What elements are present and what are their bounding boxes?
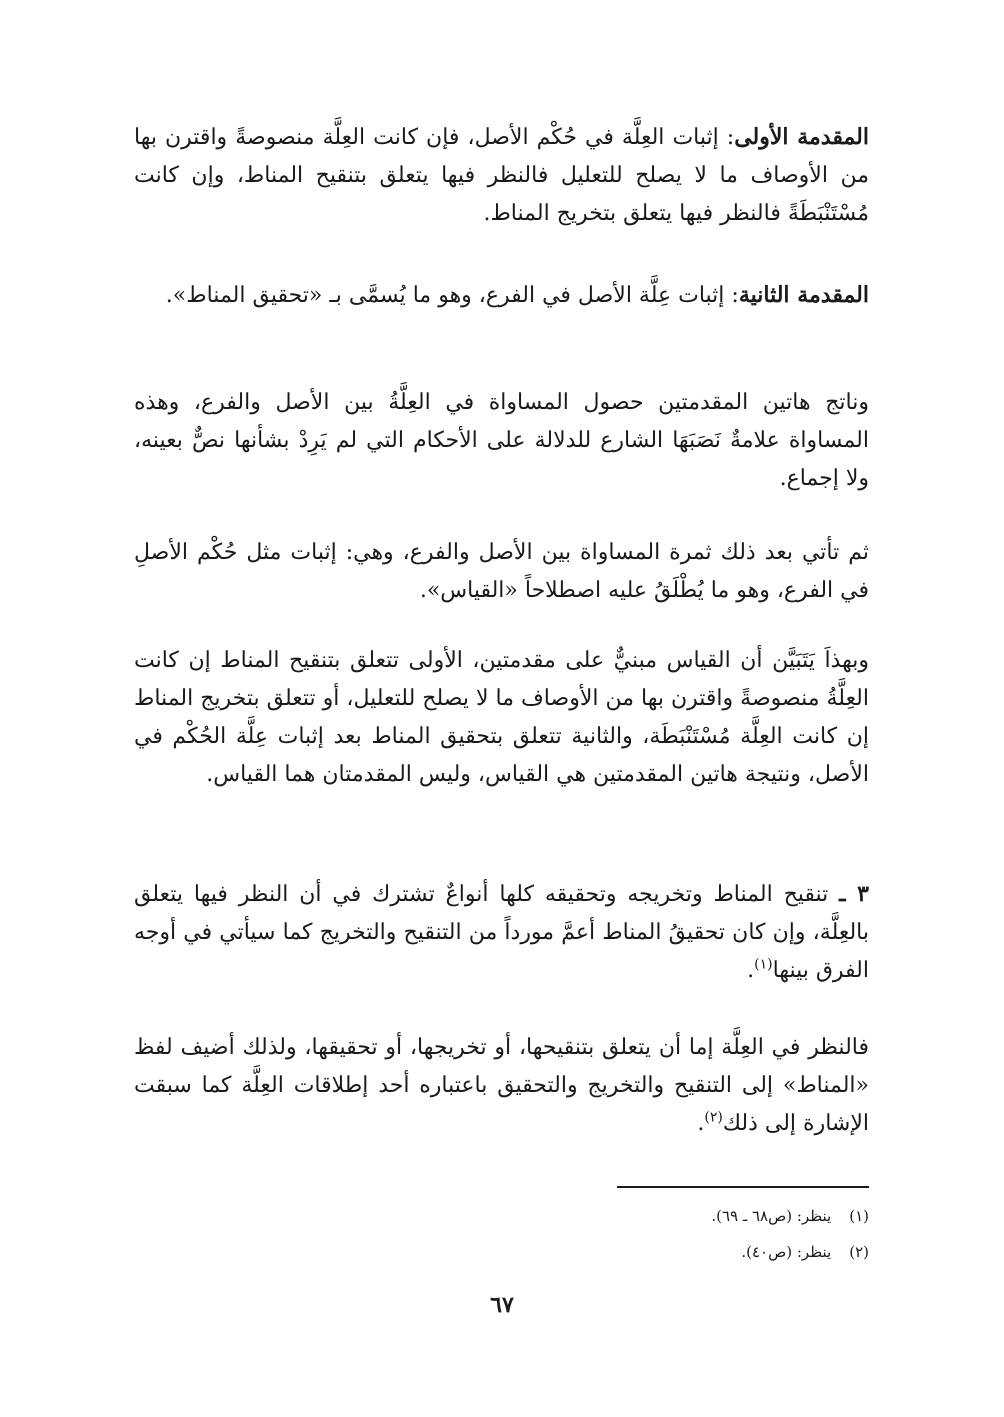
footnote-number: (١) [849, 1207, 869, 1225]
footnote-text: ينظر: (ص٤٠). [741, 1243, 832, 1261]
point-number: ٣ ـ [839, 881, 869, 907]
paragraph-text: ثم تأتي بعد ذلك ثمرة المساواة بين الأصل والفرع، وهي: إثبات مثل حُكْم الأصلِ في الفرع، وهو ما يُطْلَقُ عليه اصطلاحاً «القياس». [134, 540, 869, 603]
footnote-2 [269, 1241, 869, 1263]
paragraph-text: تنقيح المناط وتخريجه وتحقيقه كلها أنواعٌ تشترك في أن النظر فيها يتعلق بالعِلَّة، وإن كان تحقيقُ المناط أعمَّ مورداً من التنقيح والتخريج كما سيأتي في أوجه الفرق بينها [134, 882, 869, 983]
heading-second-premise: المقدمة الثانية [738, 282, 869, 308]
footnote-ref-1[interactable]: (١) [754, 956, 773, 973]
paragraph-second-premise [134, 276, 869, 315]
paragraph-fruit [134, 534, 869, 610]
paragraph-result [134, 384, 869, 498]
footnote-text: ينظر: (ص٦٨ ـ ٦٩). [711, 1207, 832, 1225]
paragraph-text: وبهذاَ يَتَبَيَّن أن القياس مبنيٌّ على مقدمتين، الأولى تتعلق بتنقيح المناط إن كانت العِلَّةُ منصوصةً واقترن بها من الأوصاف ما لا يصلح للتعليل، أو تتعلق بتخريج المناط إن كانت العِلَّة مُسْتَنْبَطَة، والثانية تتعلق بتحقيق المناط بعد إثبات عِلَّة الحُكْم في الأصل، ونتيجة هاتين المقدمتين هي القياس، وليس المقدمتان هما القياس. [134, 648, 869, 787]
footnote-ref-2[interactable]: (٢) [704, 1109, 723, 1126]
paragraph-text: : إثبات عِلَّة الأصل في الفرع، وهو ما يُسمَّى بـ «تحقيق المناط». [165, 283, 739, 308]
footnote-number: (٢) [849, 1243, 869, 1261]
paragraph-point-3 [134, 875, 869, 990]
paragraph-illah-view [134, 1029, 869, 1143]
paragraph-summary [134, 642, 869, 794]
paragraph-first-premise [134, 118, 869, 233]
paragraph-text: فالنظر في العِلَّة إما أن يتعلق بتنقيحها، أو تخريجها، أو تحقيقها، ولذلك أضيف لفظ «المناط» إلى التنقيح والتخريج والتحقيق باعتباره أحد إطلاقات العِلَّة كما سبقت الإشارة إلى ذلك [134, 1035, 869, 1136]
footnote-1 [269, 1205, 869, 1227]
paragraph-text: : إثبات العِلَّة في حُكْم الأصل، فإن كانت العِلَّة منصوصةً واقترن بها من الأوصاف ما لا يصلح للتعليل فالنظر فيها يتعلق بتنقيح المناط، وإن كانت مُسْتَنْبَطَةً فالنظر فيها يتعلق بتخريج المناط. [134, 125, 869, 226]
paragraph-text: وناتج هاتين المقدمتين حصول المساواة في العِلَّةُ بين الأصل والفرع، وهذه المساواة علامةٌ نَصَبَهَا الشارع للدلالة على الأحكام التي لم يَرِدْ بشأنها نصٌّ بعينه، ولا إجماع. [134, 390, 869, 491]
paragraph-tail: . [747, 958, 755, 983]
footnote-separator [617, 1186, 869, 1188]
paragraph-tail: . [697, 1111, 705, 1136]
heading-first-premise: المقدمة الأولى [734, 124, 869, 150]
page-number: ٦٧ [490, 1292, 514, 1318]
